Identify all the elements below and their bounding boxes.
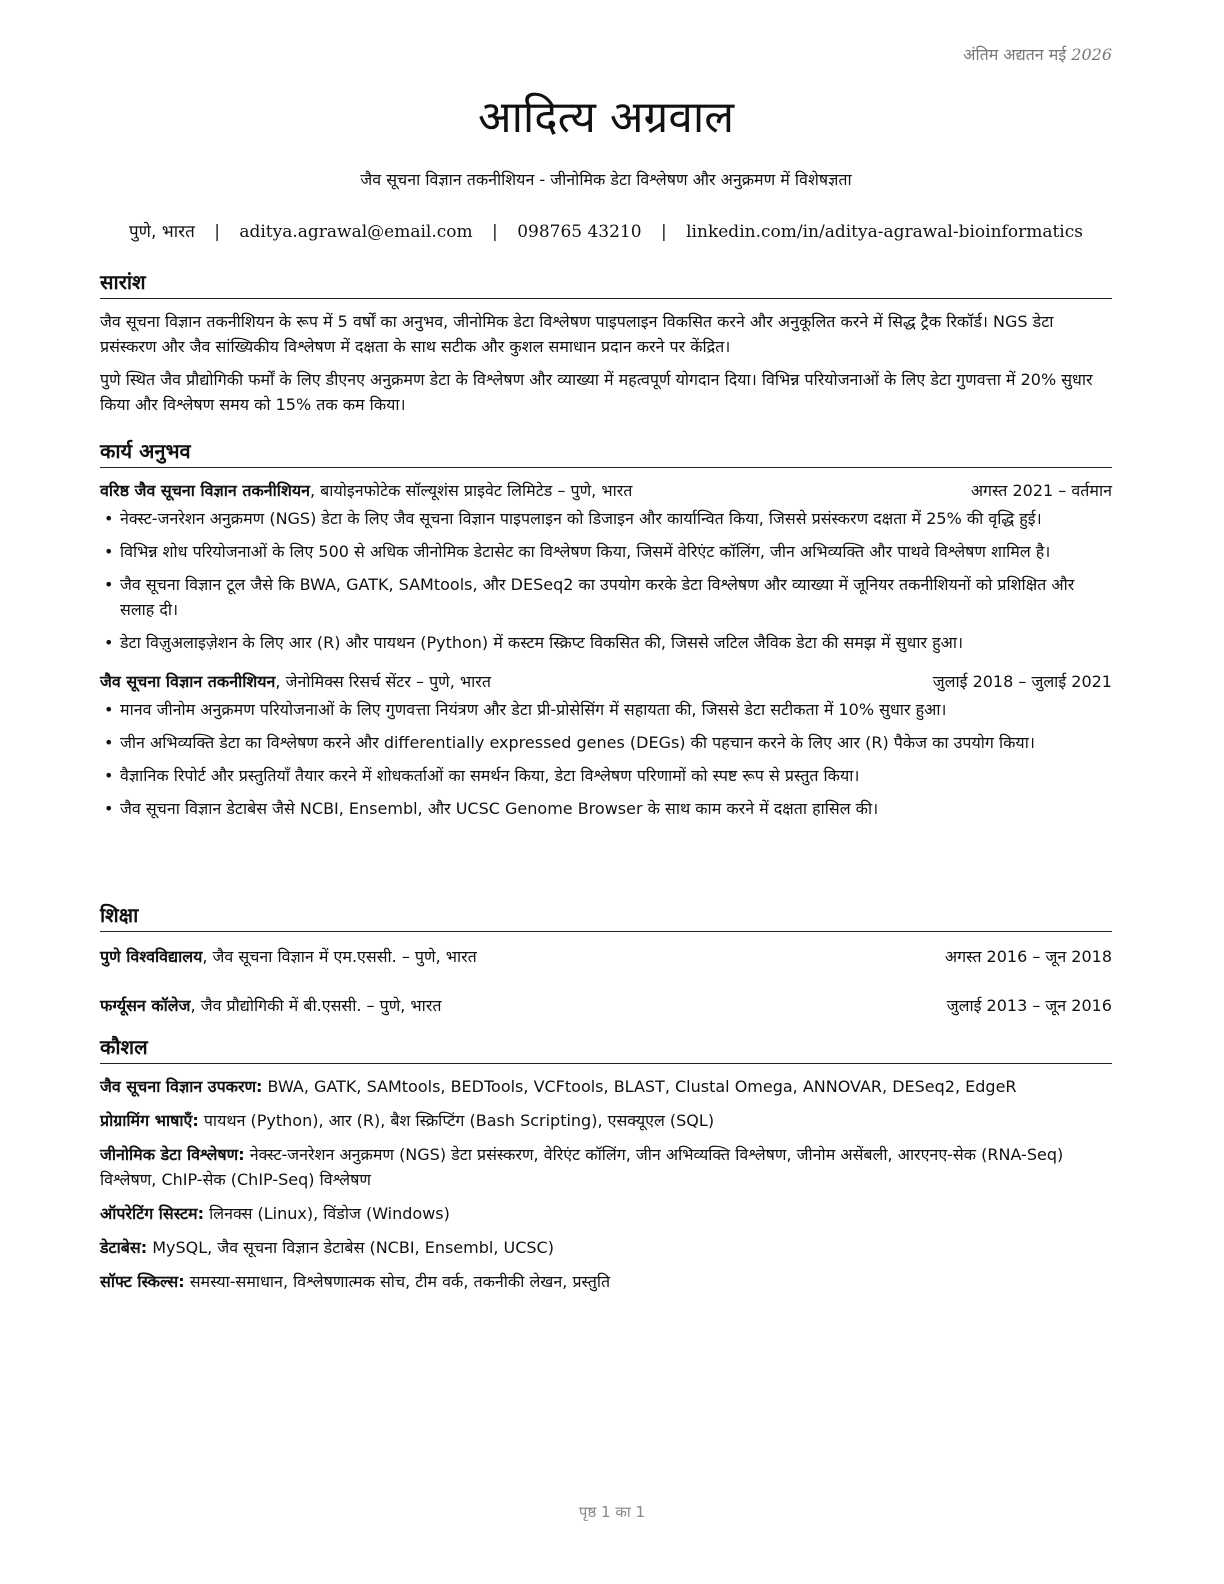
skill-label: जैव सूचना विज्ञान उपकरण: [100,1077,263,1096]
job-title: वरिष्ठ जैव सूचना विज्ञान तकनीशियन [100,481,310,500]
page-number: पृष्ठ 1 का 1 [578,1503,646,1521]
education-detail: , जैव सूचना विज्ञान में एम.एससी. – पुणे, भारत [202,947,477,966]
job-bullet: • डेटा विज़ुअलाइज़ेशन के लिए आर (R) और पायथन (Python) में कस्टम स्क्रिप्ट विकसित की, जिससे जटिल जैविक डेटा की समझ में सुधार हुआ। [100,630,1112,655]
resume-page [100,0,1112,1584]
education-detail: , जैव प्रौद्योगिकी में बी.एससी. – पुणे, भारत [190,996,442,1015]
contact-separator: | [660,222,667,242]
skill-row [100,1269,1112,1294]
summary-section [100,268,1112,425]
skill-label: डेटाबेस: [100,1238,148,1257]
skill-value: MySQL, जैव सूचना विज्ञान डेटाबेस (NCBI, Ensembl, UCSC) [147,1238,554,1257]
skill-value: नेक्स्ट-जनरेशन अनुक्रमण (NGS) डेटा प्रसंस्करण, वेरिएंट कॉलिंग, जीन अभिव्यक्ति विश्लेषण, जीनोम असेंबली, आरएनए-सेक (RNA-Seq) विश्लेषण, ChIP-सेक (ChIP-Seq) विश्लेषण [100,1145,1064,1189]
job-dates: जुलाई 2018 – जुलाई 2021 [932,672,1112,691]
contact-location: पुणे, भारत [129,222,195,242]
education-entry [100,944,1112,970]
education-dates: जुलाई 2013 – जून 2016 [946,996,1112,1015]
job-header [100,478,1112,504]
summary-heading: सारांश [100,268,1112,299]
last-updated-year: 2026 [1071,45,1112,64]
job-header [100,669,1112,695]
skill-label: सॉफ्ट स्किल्स: [100,1272,185,1291]
education-dates: अगस्त 2016 – जून 2018 [944,947,1112,966]
skill-value: समस्या-समाधान, विश्लेषणात्मक सोच, टीम वर्क, तकनीकी लेखन, प्रस्तुति [184,1272,611,1291]
job-bullet: • नेक्स्ट-जनरेशन अनुक्रमण (NGS) डेटा के लिए जैव सूचना विज्ञान पाइपलाइन को डिजाइन और कार्यान्वित किया, जिससे प्रसंस्करण दक्षता में 25% की वृद्धि हुई। [100,506,1112,531]
job-bullet: • वैज्ञानिक रिपोर्ट और प्रस्तुतियाँ तैयार करने में शोधकर्ताओं का समर्थन किया, डेटा विश्लेषण परिणामों को स्पष्ट रूप से प्रस्तुत किया। [100,763,1112,788]
job-bullets [100,697,1112,821]
job-bullet: • विभिन्न शोध परियोजनाओं के लिए 500 से अधिक जीनोमिक डेटासेट का विश्लेषण किया, जिसमें वेरिएंट कॉलिंग, जीन अभिव्यक्ति और पाथवे विश्लेषण शामिल है। [100,539,1112,564]
contact-email[interactable]: aditya.agrawal@email.com [239,222,473,242]
skill-row [100,1108,1112,1133]
job-entry [100,669,1112,821]
job-bullet: • जैव सूचना विज्ञान डेटाबेस जैसे NCBI, Ensembl, और UCSC Genome Browser के साथ काम करने में दक्षता हासिल की। [100,796,1112,821]
summary-paragraph: पुणे स्थित जैव प्रौद्योगिकी फर्मों के लिए डीएनए अनुक्रमण डेटा के विश्लेषण और व्याख्या में महत्वपूर्ण योगदान दिया। विभिन्न परियोजनाओं के लिए डेटा गुणवत्ता में 20% सुधार किया और विश्लेषण समय को 15% तक कम किया। [100,370,1093,414]
education-school: फर्ग्यूसन कॉलेज [100,996,191,1015]
job-organization: , जेनोमिक्स रिसर्च सेंटर – पुणे, भारत [275,672,491,691]
skills-heading: कौशल [100,1033,1112,1064]
contact-separator: | [492,222,498,242]
skill-value: लिनक्स (Linux), विंडोज (Windows) [204,1204,450,1223]
skill-label: जीनोमिक डेटा विश्लेषण: [100,1145,245,1164]
contact-separator: | [214,222,220,242]
job-entry [100,478,1112,655]
education-entry [100,993,1112,1019]
education-heading: शिक्षा [100,901,1112,932]
skill-row [100,1201,1112,1226]
contact-line [100,219,1112,242]
education-school: पुणे विश्वविद्यालय [100,947,203,966]
skill-row [100,1235,1112,1260]
skill-row [100,1142,1112,1192]
skill-value: BWA, GATK, SAMtools, BEDTools, VCFtools, BLAST, Clustal Omega, ANNOVAR, DESeq2, EdgeR [262,1077,1017,1096]
job-organization: , बायोइनफोटेक सॉल्यूशंस प्राइवेट लिमिटेड – पुणे, भारत [310,481,633,500]
last-updated [963,43,1112,65]
skills-section [100,1033,1112,1303]
job-title: जैव सूचना विज्ञान तकनीशियन [100,672,276,691]
education-section [100,901,1112,1019]
job-bullet: • जैव सूचना विज्ञान टूल जैसे कि BWA, GATK, SAMtools, और DESeq2 का उपयोग करके डेटा विश्लेषण और व्याख्या में जूनियर तकनीशियनों को प्रशिक्षित और सलाह दी। [100,572,1112,622]
skill-label: ऑपरेटिंग सिस्टम: [100,1204,205,1223]
job-bullets [100,506,1112,655]
contact-phone[interactable]: 098765 43210 [517,222,642,242]
skill-value: पायथन (Python), आर (R), बैश स्क्रिप्टिंग (Bash Scripting), एसक्यूएल (SQL) [198,1111,715,1130]
skill-row [100,1074,1112,1099]
contact-linkedin[interactable]: linkedin.com/in/aditya-agrawal-bioinformatics [686,222,1083,242]
job-bullet: • जीन अभिव्यक्ति डेटा का विश्लेषण करने और differentially expressed genes (DEGs) की पहचान करने के लिए आर (R) पैकेज का उपयोग किया। [100,730,1112,755]
job-bullet: • मानव जीनोम अनुक्रमण परियोजनाओं के लिए गुणवत्ता नियंत्रण और डेटा प्री-प्रोसेसिंग में सहायता की, जिससे डेटा सटीकता में 10% सुधार हुआ। [100,697,1112,722]
experience-section [100,437,1112,829]
experience-heading: कार्य अनुभव [100,437,1112,468]
skill-label: प्रोग्रामिंग भाषाएँ: [100,1111,199,1130]
last-updated-label: अंतिम अद्यतन मई [963,45,1067,64]
job-dates: अगस्त 2021 – वर्तमान [970,481,1112,500]
job-headline: जैव सूचना विज्ञान तकनीशियन - जीनोमिक डेटा विश्लेषण और अनुक्रमण में विशेषज्ञता [360,170,852,189]
person-name: आदित्य अग्रवाल [477,92,735,143]
summary-paragraph: जैव सूचना विज्ञान तकनीशियन के रूप में 5 वर्षों का अनुभव, जीनोमिक डेटा विश्लेषण पाइपलाइन विकसित करने और अनुकूलित करने में सिद्ध ट्रैक रिकॉर्ड। NGS डेटा प्रसंस्करण और जैव सांख्यिकीय विश्लेषण में दक्षता के साथ सटीक और कुशल समाधान प्रदान करने पर केंद्रित। [100,312,1054,356]
